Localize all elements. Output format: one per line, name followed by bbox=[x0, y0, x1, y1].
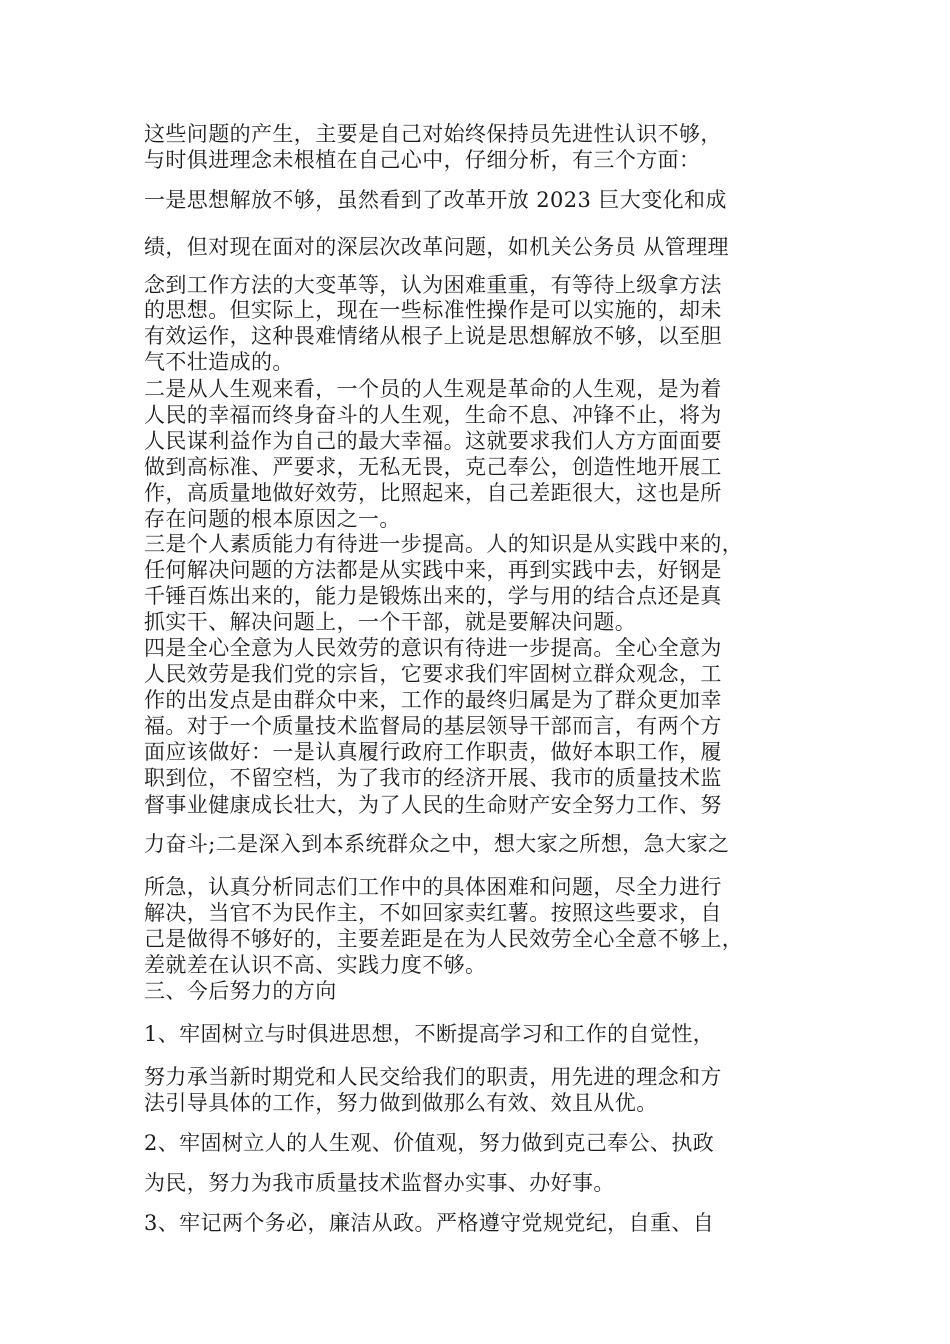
section-heading: 三、今后努力的方向 bbox=[144, 979, 337, 1003]
text-line: 力奋斗;二是深入到本系统群众之中，想大家之所想，急大家之 bbox=[144, 832, 730, 856]
text-line: 己是做得不够好的，主要差距是在为人民效劳全心全意不够上， bbox=[144, 927, 744, 951]
text-line: 法引导具体的工作，努力做到做那么有效、效且从优。 bbox=[144, 1091, 658, 1115]
text-line: 2、牢固树立人的人生观、价值观，努力做到克己奉公、执政 bbox=[144, 1131, 715, 1155]
text-line: 存在问题的根本原因之一。 bbox=[144, 507, 401, 531]
text-line: 为民，努力为我市质量技术监督办实事、办好事。 bbox=[144, 1171, 615, 1195]
text-line: 千锤百炼出来的，能力是锻炼出来的，学与用的结合点还是真 bbox=[144, 584, 722, 608]
text-line: 抓实干、解决问题上，一个干部，就是要解决问题。 bbox=[144, 610, 637, 634]
text-line: 努力承当新时期党和人民交给我们的职责，用先进的理念和方 bbox=[144, 1065, 722, 1089]
text-line: 这些问题的产生，主要是自己对始终保持员先进性认识不够， bbox=[144, 122, 722, 146]
text-line: 差就差在认识不高、实践力度不够。 bbox=[144, 953, 487, 977]
text-line: 解决，当官不为民作主，不如回家卖红薯。按照这些要求，自 bbox=[144, 901, 722, 925]
text-line: 三是个人素质能力有待进一步提高。人的知识是从实践中来的， bbox=[144, 532, 744, 556]
text-line: 作，高质量地做好效劳，比照起来，自己差距很大，这也是所 bbox=[144, 481, 722, 505]
text-line: 职到位，不留空档，为了我市的经济开展、我市的质量技术监 bbox=[144, 766, 722, 790]
text-line: 气不壮造成的。 bbox=[144, 350, 294, 374]
text-line: 二是从人生观来看，一个员的人生观是革命的人生观，是为着 bbox=[144, 377, 722, 401]
text-line: 一是思想解放不够，虽然看到了改革开放 2023 巨大变化和成 bbox=[144, 188, 727, 212]
text-line: 四是全心全意为人民效劳的意识有待进一步提高。全心全意为 bbox=[144, 636, 722, 660]
text-line: 督事业健康成长壮大，为了人民的生命财产安全努力工作、努 bbox=[144, 793, 722, 817]
text-line: 福。对于一个质量技术监督局的基层领导干部而言，有两个方 bbox=[144, 714, 722, 738]
text-line: 念到工作方法的大变革等，认为困难重重，有等待上级拿方法 bbox=[144, 273, 722, 297]
text-line: 1、牢固树立与时俱进思想，不断提高学习和工作的自觉性， bbox=[144, 1022, 715, 1046]
text-line: 任何解决问题的方法都是从实践中来，再到实践中去，好钢是 bbox=[144, 558, 722, 582]
text-line: 人民的幸福而终身奋斗的人生观，生命不息、冲锋不止，将为 bbox=[144, 403, 722, 427]
text-line: 的思想。但实际上，现在一些标准性操作是可以实施的，却未 bbox=[144, 298, 722, 322]
text-line: 做到高标准、严要求，无私无畏，克己奉公，创造性地开展工 bbox=[144, 455, 722, 479]
text-line: 面应该做好：一是认真履行政府工作职责，做好本职工作，履 bbox=[144, 740, 722, 764]
text-line: 有效运作，这种畏难情绪从根子上说是思想解放不够，以至胆 bbox=[144, 324, 722, 348]
text-line: 人民效劳是我们党的宗旨，它要求我们牢固树立群众观念，工 bbox=[144, 662, 722, 686]
text-line: 作的出发点是由群众中来，工作的最终归属是为了群众更加幸 bbox=[144, 688, 722, 712]
text-line: 与时俱进理念未根植在自己心中，仔细分析，有三个方面： bbox=[144, 148, 701, 172]
text-line: 3、牢记两个务必，廉洁从政。严格遵守党规党纪，自重、自 bbox=[144, 1211, 715, 1235]
text-line: 绩，但对现在面对的深层次改革问题，如机关公务员 从管理理 bbox=[144, 235, 729, 259]
text-line: 人民谋利益作为自己的最大幸福。这就要求我们人方方面面要 bbox=[144, 429, 722, 453]
text-line: 所急，认真分析同志们工作中的具体困难和问题，尽全力进行 bbox=[144, 875, 722, 899]
